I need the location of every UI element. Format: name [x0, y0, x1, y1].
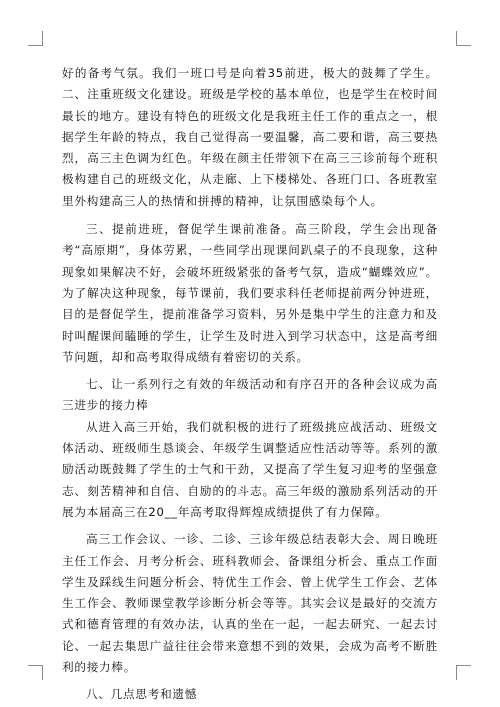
crop-mark-bottom-right [456, 665, 471, 680]
crop-mark-top-right [456, 31, 471, 46]
section-heading-seven: 七、让一系列行之有效的年级活动和有序召开的各种会议成为高三进步的接力棒 [62, 377, 438, 413]
crop-mark-top-left [28, 31, 43, 46]
paragraph-meetings: 高三工作会议、一诊、二诊、三诊年级总结表彰大会、周日晚班主任工作会、月考分析会、班科教师会、备课组分析会、重点工作面学生及踩线生问题分析会、特优生工作会、曾上优学生工作会、艺体生工作会、教师课堂教学诊断分析会等等。其实会议是最好的交流方式和德育管理的有效办法，认真的坐在一起，一起去研究、一起去讨论、一起去集思广益往往会带来意想不到的效果，会成为高考不断胜利的接力棒。 [62, 532, 438, 675]
paragraph-activities: 从进入高三开始，我们就积极的进行了班级挑应战活动、班级文体活动、班级师生恳谈会、年级学生调整适应性活动等等。系列的激励活动既鼓舞了学生的士气和干劲，又提高了学生复习迎考的坚强意志、刻苦精神和自信、自励的的斗志。高三年级的激励系列活动的开展为本届高三在20__年高考取得辉煌成绩提供了有力保障。 [62, 419, 438, 519]
paragraph-class-culture: 好的备考气氛。我们一班口号是向着35前进，极大的鼓舞了学生。二、注重班级文化建设。班级是学校的基本单位，也是学生在校时间最长的地方。建设有特色的班级文化是我班主任工作的重点之一，根据学生年龄的特点，我自己觉得高一要温馨，高二要和谐，高三要热烈，高三主色调为红色。年级在颜主任带领下在高三三诊前每个班积极构建自己的班级文化，从走廊、上下楼梯处、各班门口、各班教室里外构建高三人的热情和拼搏的精神，让氛围感染每个人。 [62, 66, 438, 208]
section-heading-eight: 八、几点思考和遗憾 [86, 687, 198, 702]
crop-mark-bottom-left [28, 665, 43, 680]
document-body [62, 63, 438, 706]
paragraph-enter-class-early: 三、提前进班，督促学生课前准备。高三阶段，学生会出现备考“高原期”，身体劳累，一些同学出现课间趴桌子的不良现象，这种现象如果解决不好，会破坏班级紧张的备考气氛，造成“蝴蝶效应”。为了解决这种现象，每节课前，我们要求科任老师提前两分钟进班，目的是督促学生，提前准备学习资料，另外是集中学生的注意力和及时叫醒课间瞌睡的学生，让学生及时进入到学习状态中，这是高考细节问题，却和高考取得成绩有着密切的关系。 [62, 222, 438, 364]
